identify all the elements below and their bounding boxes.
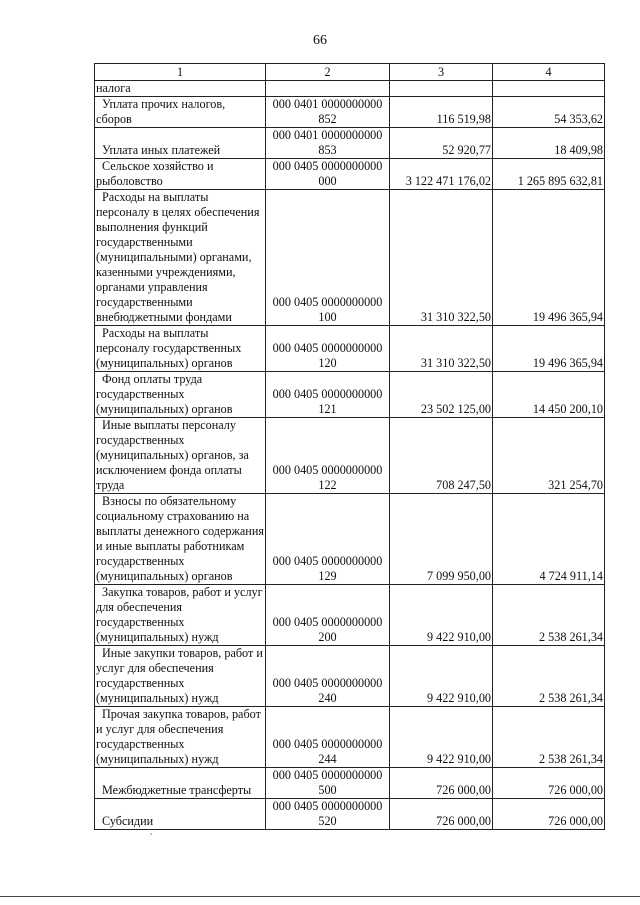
row-col3: 31 310 322,50 (390, 326, 493, 372)
row-col4: 4 724 911,14 (493, 494, 605, 585)
row-col3: 116 519,98 (390, 97, 493, 128)
scan-mark: , (150, 826, 153, 836)
row-code: 000 0405 0000000000 520 (266, 799, 390, 830)
row-col4: 726 000,00 (493, 799, 605, 830)
table-body (95, 81, 605, 830)
row-code: 000 0405 0000000000 120 (266, 326, 390, 372)
row-code: 000 0401 0000000000 852 (266, 97, 390, 128)
row-code: 000 0405 0000000000 122 (266, 418, 390, 494)
row-col3: 708 247,50 (390, 418, 493, 494)
header-col-2: 2 (266, 64, 390, 81)
row-col3: 726 000,00 (390, 768, 493, 799)
row-code: 000 0405 0000000000 100 (266, 190, 390, 326)
row-name: Сельское хозяйство и рыболовство (95, 159, 266, 190)
row-code: 000 0405 0000000000 200 (266, 585, 390, 646)
page-number: 66 (313, 33, 327, 48)
table-row (95, 159, 605, 190)
row-col4 (493, 81, 605, 97)
row-col4: 321 254,70 (493, 418, 605, 494)
table-row (95, 372, 605, 418)
row-code: 000 0405 0000000000 244 (266, 707, 390, 768)
budget-table (94, 63, 605, 830)
row-col3 (390, 81, 493, 97)
row-col4: 18 409,98 (493, 128, 605, 159)
row-col4: 19 496 365,94 (493, 326, 605, 372)
row-code: 000 0405 0000000000 129 (266, 494, 390, 585)
row-name: Взносы по обязательному социальному страхованию на выплаты денежного содержания и иные выплаты работникам государственных (муниципальных) органов (96, 494, 264, 583)
table-row (95, 326, 605, 372)
row-col3: 31 310 322,50 (390, 190, 493, 326)
header-col-3: 3 (390, 64, 493, 81)
row-code: 000 0405 0000000000 500 (266, 768, 390, 799)
header-col-4: 4 (493, 64, 605, 81)
table-row (95, 190, 605, 326)
table-row (95, 81, 605, 97)
row-code (266, 81, 390, 97)
row-code: 000 0405 0000000000 240 (266, 646, 390, 707)
table-row (95, 418, 605, 494)
row-col3: 9 422 910,00 (390, 707, 493, 768)
row-col3: 7 099 950,00 (390, 494, 493, 585)
table-row (95, 494, 605, 585)
row-name: Уплата иных платежей (95, 128, 266, 159)
row-name: Уплата прочих налогов, сборов (95, 97, 266, 128)
row-col3: 23 502 125,00 (390, 372, 493, 418)
row-name: Расходы на выплаты персоналу государственных (муниципальных) органов (95, 326, 266, 372)
row-col4: 14 450 200,10 (493, 372, 605, 418)
row-name: Прочая закупка товаров, работ и услуг для обеспечения государственных (муниципальных) нужд (95, 707, 266, 768)
row-col4: 1 265 895 632,81 (493, 159, 605, 190)
row-col4: 2 538 261,34 (493, 646, 605, 707)
row-code: 000 0401 0000000000 853 (266, 128, 390, 159)
table-row (95, 707, 605, 768)
table-row (95, 585, 605, 646)
row-code: 000 0405 0000000000 000 (266, 159, 390, 190)
table-row (95, 97, 605, 128)
table-row (95, 768, 605, 799)
row-name: Закупка товаров, работ и услуг для обеспечения государственных (муниципальных) нужд (95, 585, 266, 646)
row-col3: 3 122 471 176,02 (390, 159, 493, 190)
row-name: Фонд оплаты труда государственных (муниципальных) органов (95, 372, 266, 418)
row-name: Субсидии (95, 799, 266, 830)
row-name: Иные закупки товаров, работ и услуг для обеспечения государственных (муниципальных) нужд (95, 646, 266, 707)
row-col4: 19 496 365,94 (493, 190, 605, 326)
row-name: Расходы на выплаты персоналу в целях обеспечения выполнения функций государственными (муниципальными) органами, казенными учреждениями, органами управления государственными внебюджетными фондами (95, 190, 266, 326)
row-col4: 2 538 261,34 (493, 707, 605, 768)
header-row (95, 64, 605, 81)
row-col4: 726 000,00 (493, 768, 605, 799)
bottom-rule (0, 896, 640, 897)
table-row (95, 128, 605, 159)
row-name: Межбюджетные трансферты (95, 768, 266, 799)
table-row (95, 799, 605, 830)
row-col3: 726 000,00 (390, 799, 493, 830)
row-col3: 52 920,77 (390, 128, 493, 159)
row-col4: 2 538 261,34 (493, 585, 605, 646)
row-col4: 54 353,62 (493, 97, 605, 128)
table-row (95, 646, 605, 707)
header-col-1: 1 (95, 64, 266, 81)
row-name: налога (95, 81, 266, 97)
row-code: 000 0405 0000000000 121 (266, 372, 390, 418)
row-col3: 9 422 910,00 (390, 646, 493, 707)
row-name: Иные выплаты персоналу государственных (муниципальных) органов, за исключением фонда оплаты труда (95, 418, 266, 494)
row-col3: 9 422 910,00 (390, 585, 493, 646)
